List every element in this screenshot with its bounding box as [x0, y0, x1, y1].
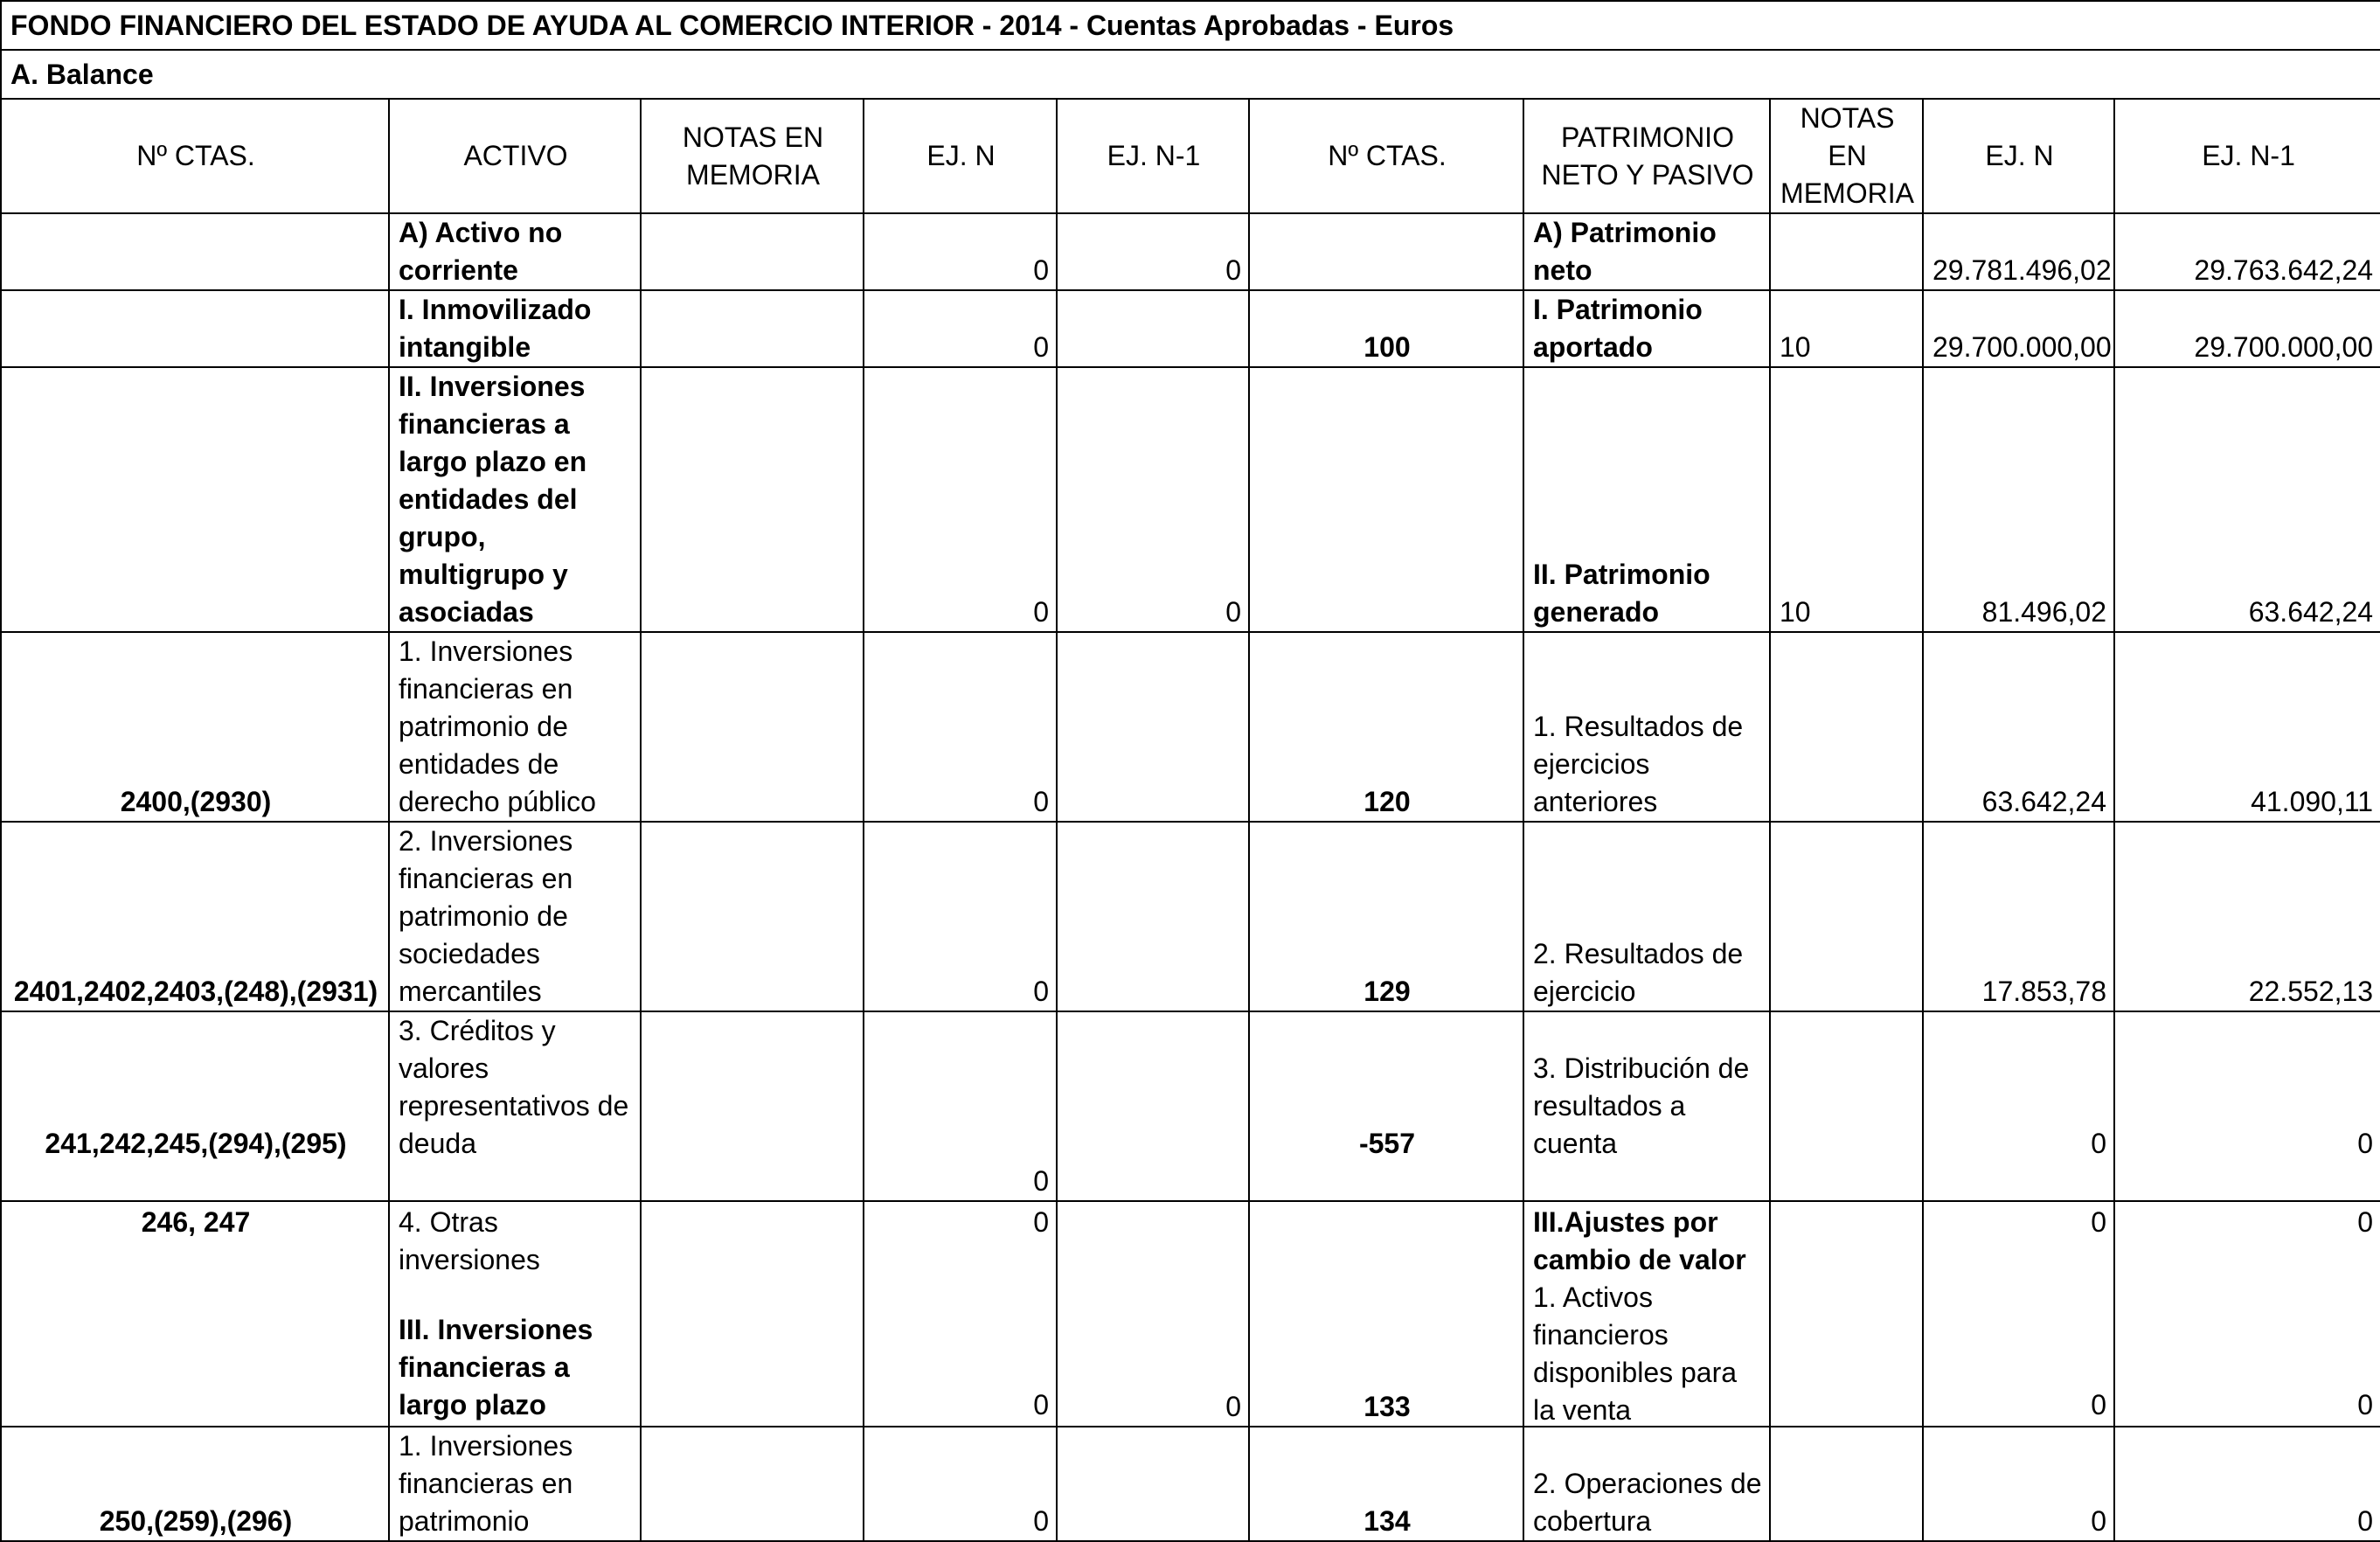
cell-notas-left — [641, 290, 864, 367]
header-notas-right: NOTAS EN MEMORIA — [1770, 99, 1923, 213]
table-row — [1, 1427, 2380, 1541]
title-row — [1, 1, 2380, 50]
cell-activo — [389, 1201, 641, 1427]
header-row — [1, 99, 2380, 213]
document-title: FONDO FINANCIERO DEL ESTADO DE AYUDA AL COMERCIO INTERIOR - 2014 - Cuentas Aprobadas - Euros — [1, 1, 2380, 50]
cell-ejn-left: 0 — [864, 213, 1057, 290]
cell-ctas-left — [1, 367, 389, 632]
cell-patrimonio: 1. Resultados de ejercicios anteriores — [1523, 632, 1770, 822]
cell-ejn-right: 0 — [1923, 1427, 2114, 1541]
cell-patrimonio: II. Patrimonio generado — [1523, 367, 1770, 632]
cell-activo: 1. Inversiones financieras en patrimonio — [389, 1427, 641, 1541]
cell-ctas-left: 2401,2402,2403,(248),(2931) — [1, 822, 389, 1011]
cell-ejn1-left: 0 — [1057, 367, 1249, 632]
cell-patrimonio: A) Patrimonio neto — [1523, 213, 1770, 290]
cell-ctas-left: 241,242,245,(294),(295) — [1, 1011, 389, 1201]
header-patrimonio: PATRIMONIO NETO Y PASIVO — [1523, 99, 1770, 213]
cell-ejn1-left — [1057, 290, 1249, 367]
header-activo: ACTIVO — [389, 99, 641, 213]
cell-patrimonio: 3. Distribución de resultados a cuenta — [1523, 1011, 1770, 1201]
cell-ejn-left-bottom: 0 — [1033, 1389, 1049, 1420]
header-notas-left: NOTAS EN MEMORIA — [641, 99, 864, 213]
cell-ejn-left: 0 — [864, 822, 1057, 1011]
cell-ejn1-right: 41.090,11 — [2114, 632, 2380, 822]
cell-ejn-left: 0 — [864, 1427, 1057, 1541]
cell-ctas-right — [1249, 213, 1523, 290]
cell-ejn-right — [1923, 1201, 2114, 1427]
cell-ejn1-right-bottom: 0 — [2357, 1389, 2374, 1420]
cell-ejn-left: 0 — [864, 632, 1057, 822]
cell-notas-left — [641, 213, 864, 290]
cell-ctas-right: 120 — [1249, 632, 1523, 822]
header-ejn-right: EJ. N — [1923, 99, 2114, 213]
cell-patrimonio: I. Patrimonio aportado — [1523, 290, 1770, 367]
cell-notas-left — [641, 367, 864, 632]
cell-activo: A) Activo no corriente — [389, 213, 641, 290]
cell-ejn-left: 0 — [864, 367, 1057, 632]
cell-notas-right — [1770, 822, 1923, 1011]
cell-patrimonio-top: III.Ajustes por cambio de valor — [1533, 1206, 1746, 1275]
table-row — [1, 632, 2380, 822]
cell-ejn-right: 29.781.496,02 — [1923, 213, 2114, 290]
cell-activo: 3. Créditos y valores representativos de deuda — [389, 1011, 641, 1201]
cell-activo-top: 4. Otras inversiones — [399, 1206, 540, 1275]
cell-ejn-left-top: 0 — [1033, 1206, 1049, 1238]
header-ejn1-right: EJ. N-1 — [2114, 99, 2380, 213]
section-row — [1, 50, 2380, 99]
cell-ejn1-left — [1057, 1427, 1249, 1541]
cell-activo-bottom: III. Inversiones financieras a largo plazo — [399, 1314, 593, 1420]
cell-ejn1-left — [1057, 632, 1249, 822]
cell-notas-right — [1770, 1011, 1923, 1201]
header-ejn-left: EJ. N — [864, 99, 1057, 213]
cell-ejn1-right: 29.763.642,24 — [2114, 213, 2380, 290]
cell-ejn1-left: 0 — [1057, 1201, 1249, 1427]
table-row — [1, 213, 2380, 290]
cell-patrimonio: 2. Resultados de ejercicio — [1523, 822, 1770, 1011]
cell-ejn1-right: 22.552,13 — [2114, 822, 2380, 1011]
cell-patrimonio: 2. Operaciones de cobertura — [1523, 1427, 1770, 1541]
cell-ejn-right: 17.853,78 — [1923, 822, 2114, 1011]
header-ejn1-left: EJ. N-1 — [1057, 99, 1249, 213]
cell-activo: I. Inmovilizado intangible — [389, 290, 641, 367]
cell-notas-right — [1770, 1201, 1923, 1427]
cell-ctas-left — [1, 1201, 389, 1427]
cell-activo: 1. Inversiones financieras en patrimonio de entidades de derecho público — [389, 632, 641, 822]
cell-ejn-left: 0 — [864, 1011, 1057, 1201]
cell-patrimonio — [1523, 1201, 1770, 1427]
cell-ejn-right: 81.496,02 — [1923, 367, 2114, 632]
cell-ejn1-right-top: 0 — [2357, 1206, 2374, 1238]
table-row — [1, 1201, 2380, 1427]
cell-ctas-right: 100 — [1249, 290, 1523, 367]
cell-ejn-left — [864, 1201, 1057, 1427]
cell-notas-right — [1770, 632, 1923, 822]
cell-notas-right — [1770, 1427, 1923, 1541]
cell-ejn1-left — [1057, 1011, 1249, 1201]
cell-ctas-right: 133 — [1249, 1201, 1523, 1427]
cell-notas-right: 10 — [1770, 367, 1923, 632]
cell-ejn-right: 0 — [1923, 1011, 2114, 1201]
cell-ejn1-left: 0 — [1057, 213, 1249, 290]
cell-ctas-left — [1, 213, 389, 290]
cell-ctas-left-top: 246, 247 — [141, 1206, 251, 1238]
cell-ejn1-left — [1057, 822, 1249, 1011]
table-row — [1, 367, 2380, 632]
cell-ctas-right — [1249, 367, 1523, 632]
cell-ctas-left — [1, 290, 389, 367]
cell-activo: 2. Inversiones financieras en patrimonio de sociedades mercantiles — [389, 822, 641, 1011]
cell-ejn1-right: 29.700.000,00 — [2114, 290, 2380, 367]
cell-notas-right: 10 — [1770, 290, 1923, 367]
cell-notas-left — [641, 1011, 864, 1201]
cell-ctas-right: 134 — [1249, 1427, 1523, 1541]
table-row — [1, 1011, 2380, 1201]
cell-ctas-left: 2400,(2930) — [1, 632, 389, 822]
cell-ejn1-right: 63.642,24 — [2114, 367, 2380, 632]
table-row — [1, 822, 2380, 1011]
cell-notas-left — [641, 1427, 864, 1541]
cell-notas-left — [641, 1201, 864, 1427]
cell-ctas-right: -557 — [1249, 1011, 1523, 1201]
cell-ejn-left: 0 — [864, 290, 1057, 367]
cell-ejn1-right: 0 — [2114, 1427, 2380, 1541]
cell-ejn-right: 63.642,24 — [1923, 632, 2114, 822]
cell-notas-left — [641, 822, 864, 1011]
table-row — [1, 290, 2380, 367]
cell-patrimonio-bottom: 1. Activos financieros disponibles para la venta — [1533, 1282, 1738, 1426]
cell-ejn1-right — [2114, 1201, 2380, 1427]
cell-notas-right — [1770, 213, 1923, 290]
cell-notas-left — [641, 632, 864, 822]
header-ctas-left: Nº CTAS. — [1, 99, 389, 213]
cell-ejn-right-top: 0 — [2091, 1206, 2106, 1238]
section-title: A. Balance — [1, 50, 2380, 99]
cell-activo: II. Inversiones financieras a largo plazo en entidades del grupo, multigrupo y asociadas — [389, 367, 641, 632]
header-ctas-right: Nº CTAS. — [1249, 99, 1523, 213]
cell-ejn-right-bottom: 0 — [2091, 1389, 2106, 1420]
cell-ejn1-right: 0 — [2114, 1011, 2380, 1201]
cell-ctas-right: 129 — [1249, 822, 1523, 1011]
cell-ejn-right: 29.700.000,00 — [1923, 290, 2114, 367]
cell-ctas-left: 250,(259),(296) — [1, 1427, 389, 1541]
